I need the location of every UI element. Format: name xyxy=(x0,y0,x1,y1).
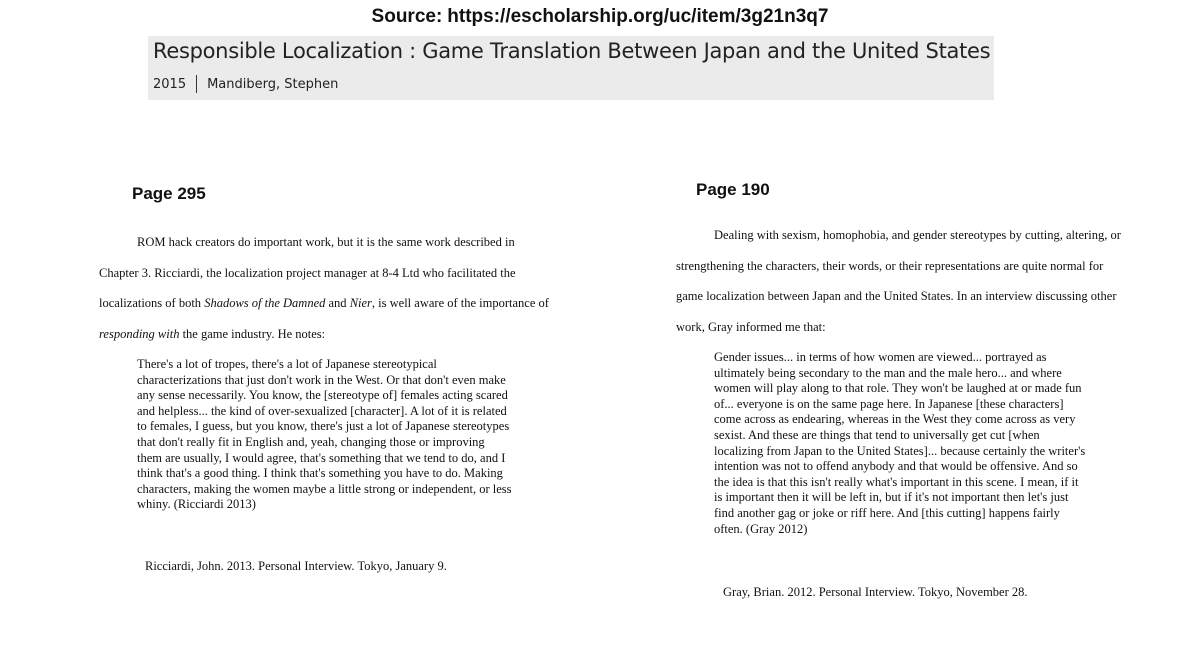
left-para-line: localizations of both Shadows of the Damned and Nier, is well aware of the importance of xyxy=(99,296,549,310)
quote-line: think that's a good thing. I think that's something you have to do. Making xyxy=(137,466,503,481)
quote-line: Gender issues... in terms of how women are viewed... portrayed as xyxy=(714,350,1047,364)
record-header xyxy=(148,36,994,100)
quote-line: women will play along to that role. They won't be laughed at or made fun xyxy=(714,381,1082,396)
source-line xyxy=(0,6,1200,28)
quote-line: that don't really fit in English and, yeah, changing those or improving xyxy=(137,434,485,449)
quote-line: often. (Gray 2012) xyxy=(714,521,808,536)
right-para-line: work, Gray informed me that: xyxy=(676,319,826,334)
quote-line: ultimately being secondary to the man and the male hero... and where xyxy=(714,365,1062,380)
left-para-line: responding with the game industry. He notes: xyxy=(99,326,326,341)
right-para-line: Dealing with sexism, homophobia, and gender stereotypes by cutting, altering, or xyxy=(714,228,1121,242)
quote-line: There's a lot of tropes, there's a lot of Japanese stereotypical xyxy=(137,357,437,371)
right-para-line: strengthening the characters, their words, or their representations are quite normal for xyxy=(676,258,1104,273)
right-page-label: Page 190 xyxy=(696,180,770,199)
quote-line: the idea is that this isn't really what's important in this scene. I mean, if it xyxy=(714,474,1079,489)
right-block-quote xyxy=(714,350,1114,537)
quote-line: sexist. And these are things that tend to universally get cut [when xyxy=(714,427,1040,442)
quote-line: them are usually, I would agree, that's something that we tend to do, and I xyxy=(137,450,506,465)
quote-line: to females, I guess, but you know, there's just a lot of Japanese stereotypes xyxy=(137,419,510,434)
right-para-line: game localization between Japan and the United States. In an interview discussing other xyxy=(676,289,1117,303)
meta-divider xyxy=(196,75,197,93)
quote-line: of... everyone is on the same page here. In Japanese [these characters] xyxy=(714,396,1064,411)
quote-line: and helpless... the kind of over-sexualized [character]. A lot of it is related xyxy=(137,403,507,418)
quote-line: intention was not to offend anybody and that would be offensive. And so xyxy=(714,459,1078,474)
quote-line: come across as endearing, whereas in the West they come across as very xyxy=(714,412,1076,427)
left-reference: Ricciardi, John. 2013. Personal Interview. Tokyo, January 9. xyxy=(145,559,447,573)
right-paragraph xyxy=(676,220,1156,342)
quote-line: find another gag or joke or riff here. And [this cutting] happens fairly xyxy=(714,505,1060,520)
quote-line: is important then it will be left in, but if it's not important then let's just xyxy=(714,490,1069,505)
record-year: 2015 xyxy=(153,76,187,92)
left-block-quote xyxy=(137,357,537,513)
source-label: Source: xyxy=(371,6,443,27)
left-page-label: Page 295 xyxy=(132,184,206,203)
quote-line: localizing from Japan to the United States]... because certainly the writer's xyxy=(714,443,1086,458)
quote-line: any sense necessarily. You know, the [stereotype of] females acting scared xyxy=(137,388,508,403)
record-title[interactable]: Responsible Localization : Game Translation Between Japan and the United States xyxy=(153,39,991,63)
left-paragraph xyxy=(99,227,579,349)
left-para-line: ROM hack creators do important work, but it is the same work described in xyxy=(137,235,515,249)
right-reference: Gray, Brian. 2012. Personal Interview. Tokyo, November 28. xyxy=(723,585,1028,599)
quote-line: whiny. (Ricciardi 2013) xyxy=(137,497,256,512)
quote-line: characterizations that just don't work in the West. Or that don't even make xyxy=(137,372,506,387)
source-url[interactable]: https://escholarship.org/uc/item/3g21n3q7 xyxy=(447,6,829,27)
quote-line: characters, making the women maybe a little strong or independent, or less xyxy=(137,481,512,496)
record-meta xyxy=(153,75,338,93)
left-para-line: Chapter 3. Ricciardi, the localization project manager at 8-4 Ltd who facilitated the xyxy=(99,265,516,280)
record-author[interactable]: Mandiberg, Stephen xyxy=(207,76,339,92)
